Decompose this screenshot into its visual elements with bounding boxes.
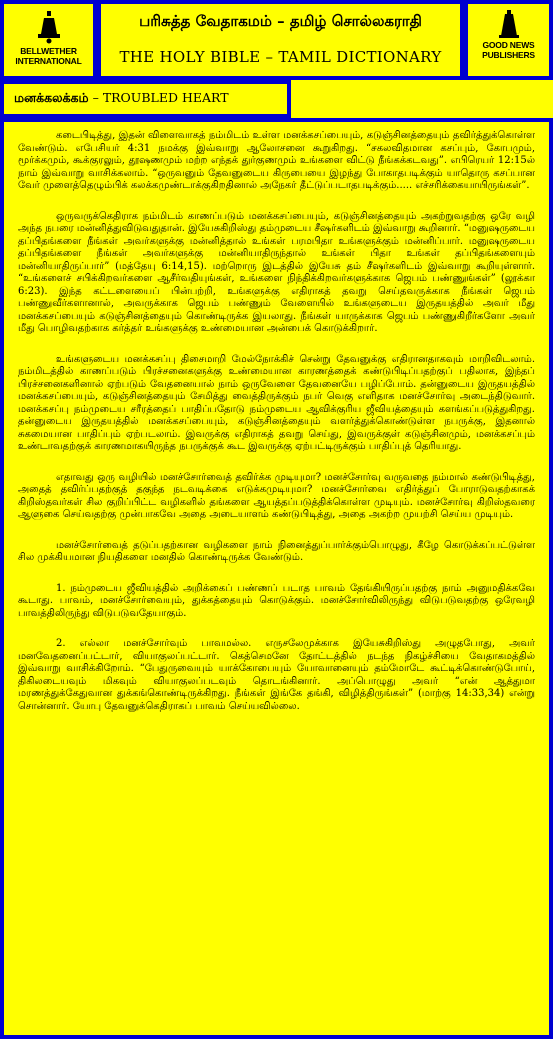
paragraph: ஒருவருக்கெதிராக நம்மிடம் காணப்படும் மனக்கசப்பையும், கடுஞ்சினத்தையும் அகற்றுவதற்கு ஒரே வழி அந்த நபரை மன்னித்துவிடுவதுதான். இயேசுகிறிஸ்து தம்முடைய சீஷர்களிடம் இவ்வாறு கூறினார். “மனுஷருடைய தப்பிதங்களை நீங்கள் அவர்களுக்கு மன்னித்தால் உங்கள் பரமபிதா உங்களுக்கும் மன்னிப்பார். மனுஷருடைய தப்பிதங்களை நீங்கள் அவர்களுக்கு மன்னியாதிருந்தால் உங்கள் பிதா உங்கள் தப்பிதங்களையும் மன்னியாதிருப்பார்” (மத்தேயு 6:14,15). மற்றொரு இடத்தில் இயேசு தம் சீஷர்களிடம் இவ்வாறு கூறியுள்ளார். “உங்களைச் சபிக்கிறவர்களை ஆசீர்வதியுங்கள், உங்களை நிந்திக்கிறவர்களுக்காக ஜெபம் பண்ணுங்கள்” (லூக்கா 6:23). இந்த கட்டளையைப் பின்பற்றி, உங்களுக்கு எதிராகத் தவறு செய்தவருக்காக நீங்கள் ஜெபம் பண்ணுவீர்களானால், அவருக்காக ஜெபம் பண்ணும் வேளையில் உங்களுடைய இருதயத்தில் அவர் மீது மனக்கசப்பையும் கடுஞ்சினத்தையும் கொண்டிருக்க இயலாது. நீங்கள் யாருக்காக ஜெபம் பண்ணுகிறீர்களோ அவர் மீது பொழிவதற்காக கர்த்தர் உங்களுக்கு உண்மையான அன்பைக் கொடுக்கிறார். [18, 210, 535, 334]
left-logo-panel [0, 0, 97, 80]
bellwether-line2: INTERNATIONAL [15, 56, 82, 66]
title-tamil: பரிசுத்த வேதாகமம் – தமிழ் சொல்லகராதி [139, 12, 422, 30]
section-title-dash: – [88, 90, 103, 105]
bellwether-logo-text [4, 46, 93, 66]
paragraph: கடைபிடித்து, இதன் விளைவாகத் நம்மிடம் உள்ள மனக்கசப்பையும், கடுஞ்சினத்தையும் தவிர்த்துக்கொள்ள வேண்டும். எபேசியர் 4:31 நமக்கு இவ்வாறு ஆலோசனை கூறுகிறது. “சகலவிதமான கசப்பும், கோபமும், மூர்க்கமும், கூக்குரலும், தூஷணமும் மற்ற எந்தக் துர்குணமும் உங்களை விட்டு நீங்கக்கடவது”. எபிரெயர் 12:15ல் நாம் இவ்வாறு வாசிக்கலாம். “ஒருவனும் தேவனுடைய கிருபையை இழந்து போகாதபடிக்கும் யாதொரு கசப்பான வேர் முளைத்தெழும்பிக் கலக்கமுண்டாக்குகிறதினால் அநேகர் தீட்டுப்படாதபடிக்கும்..... எச்சரிக்கையாயிருங்கள்”. [18, 130, 535, 191]
bellwether-line1: BELLWETHER [20, 46, 77, 56]
section-title-tamil: மனக்கலக்கம் [14, 90, 89, 105]
paragraph: எதாவது ஒரு வழியில் மனச்சோர்வைத் தவிர்க்க முடியுமா? மனச்சோர்வு வருவதை நம்மால் கண்டுபிடித்து, அதைத் தவிர்ப்பதற்குத் தகுந்த நடவடிக்கை எடுக்கமுடியுமா? மனச்சோர்வை எதிர்த்துப் போராடுவதற்காகக் கிறிஸ்தவர்கள் சில குறிப்பிட்ட வழிகளில் தங்களை ஆயத்தப்படுத்திக்கொள்ள முடியும். மனச்சோர்வு கிறிஸ்தவரை ஆளுகை செய்வதற்கு முன்பாகவே அதை அடையாளம் கண்டுபிடித்து, அதை அகற்ற முயற்சி செய்ய முடியும். [18, 471, 535, 520]
good-news-logo-text [468, 40, 549, 60]
article-body [18, 130, 535, 731]
section-title [14, 90, 229, 107]
bellwether-logo-icon [35, 10, 63, 44]
paragraph: 1. நம்முடைய ஜீவியத்தில் அறிக்கைப் பண்ணப் படாத பாவம் தேங்கியிருப்பதற்கு நாம் அனுமதிக்கவே கூடாது. பாவம், மனச்சோர்வையும், துக்கத்தையும் கொடுக்கும். மனச்சோர்விலிருந்து விடுபடுவதற்கு ஒரேவழி பாவத்திலிருந்து விடுபடுவதேயாகும். [18, 582, 535, 619]
right-logo-panel [464, 0, 553, 80]
good-news-line1: GOOD NEWS [482, 40, 535, 50]
title-panel [97, 0, 464, 80]
article-frame [0, 118, 553, 1039]
title-english: THE HOLY BIBLE – TAMIL DICTIONARY [119, 48, 442, 66]
section-title-box [0, 80, 291, 118]
good-news-line2: PUBLISHERS [482, 50, 535, 60]
section-title-english: TROUBLED HEART [102, 90, 229, 105]
paragraph: மனச்சோர்வைத் தடுப்பதற்கான வழிகளை நாம் நினைத்துப்பார்க்கும்பொழுது, கீழே கொடுக்கப்பட்டுள்ள சில முக்கியமான நியதிகளை மனதில் கொண்டிருக்க வேண்டும். [18, 539, 535, 563]
bellwether-logo [4, 10, 93, 66]
paragraph: 2. எல்லா மனச்சோர்வும் பாவமல்ல. எருசலேமுக்காக இயேசுகிறிஸ்து அழுதபோது, அவர் மனவேதனைப்பட்டார், வியாகுலப்பட்டார். கெத்செமனே தோட்டத்தில் நடந்த நிகழ்ச்சியை வேதாகமத்தில் இவ்வாறு வாசிக்கிறோம். “பேதுருவையும் யாக்கோபையும் யோவானையும் தம்மோடே கூட்டிக்கொண்டுபோய், திகிலடையவும் மிகவும் வியாகுலப்படவும் தொடங்கினார். அப்பொழுது அவர் “என் ஆத்துமா மரணத்துக்கேதுவான துக்கங்கொண்டிருக்கிறது. நீங்கள் இங்கே தங்கி, விழித்திருங்கள்” (மாற்கு 14:33,34) என்று சொன்னார். யோபு தேவனுக்கெதிராகப் பாவம் செய்யவில்லை. [18, 638, 535, 712]
good-news-logo-icon [498, 10, 520, 38]
good-news-logo [468, 10, 549, 60]
paragraph: உங்களுடைய மனக்கசப்பு திசைமாறி மேல்நோக்கிச் சென்று தேவனுக்கு எதிரானதாகவும் மாறிவிடலாம். நம்மிடத்தில் காணப்படும் பிரச்சனைகளுக்கு உண்மையான காரணத்தைக் கண்டுபிடிப்பதற்குப் பதிலாக, இந்தப் பிரச்சனைகளினால் ஏற்படும் வேதனையால் நாம் ஒருவேளை தேவனையே பழிப்போம். தன்னுடைய இருதயத்தில் மனக்கசப்பையும், கடுஞ்சினத்தையும் சேமித்து வைத்திருக்கும் நபர் வெகு எளிதாக மனச்சோர்வு அடைந்திடுவார். மனக்கசப்பு நம்முடைய சரீரத்தைப் பாதிப்பதோடு நம்முடைய ஆவிக்குரிய ஜீவியத்தையும் களங்கப்படுத்துகிறது. தன்னுடைய இருதயத்தில் மனக்கசப்பையும், கடுஞ்சினத்தையும் வளர்த்துக்கொண்டுள்ள நபருக்கு, இதனால் சுகமையான பாதிப்பும் ஏற்படலாம். இவருக்கு எதிராகத் தவறு செய்து, இவருக்குள் கடுஞ்சினமும், மனக்கசப்பும் உண்டாவதற்குக் காரணமாகயிருந்த நபருக்குக் கூட இவருக்கு ஏற்பட்டிருக்கும் பாதிப்புத் தெரியாது. [18, 353, 535, 452]
